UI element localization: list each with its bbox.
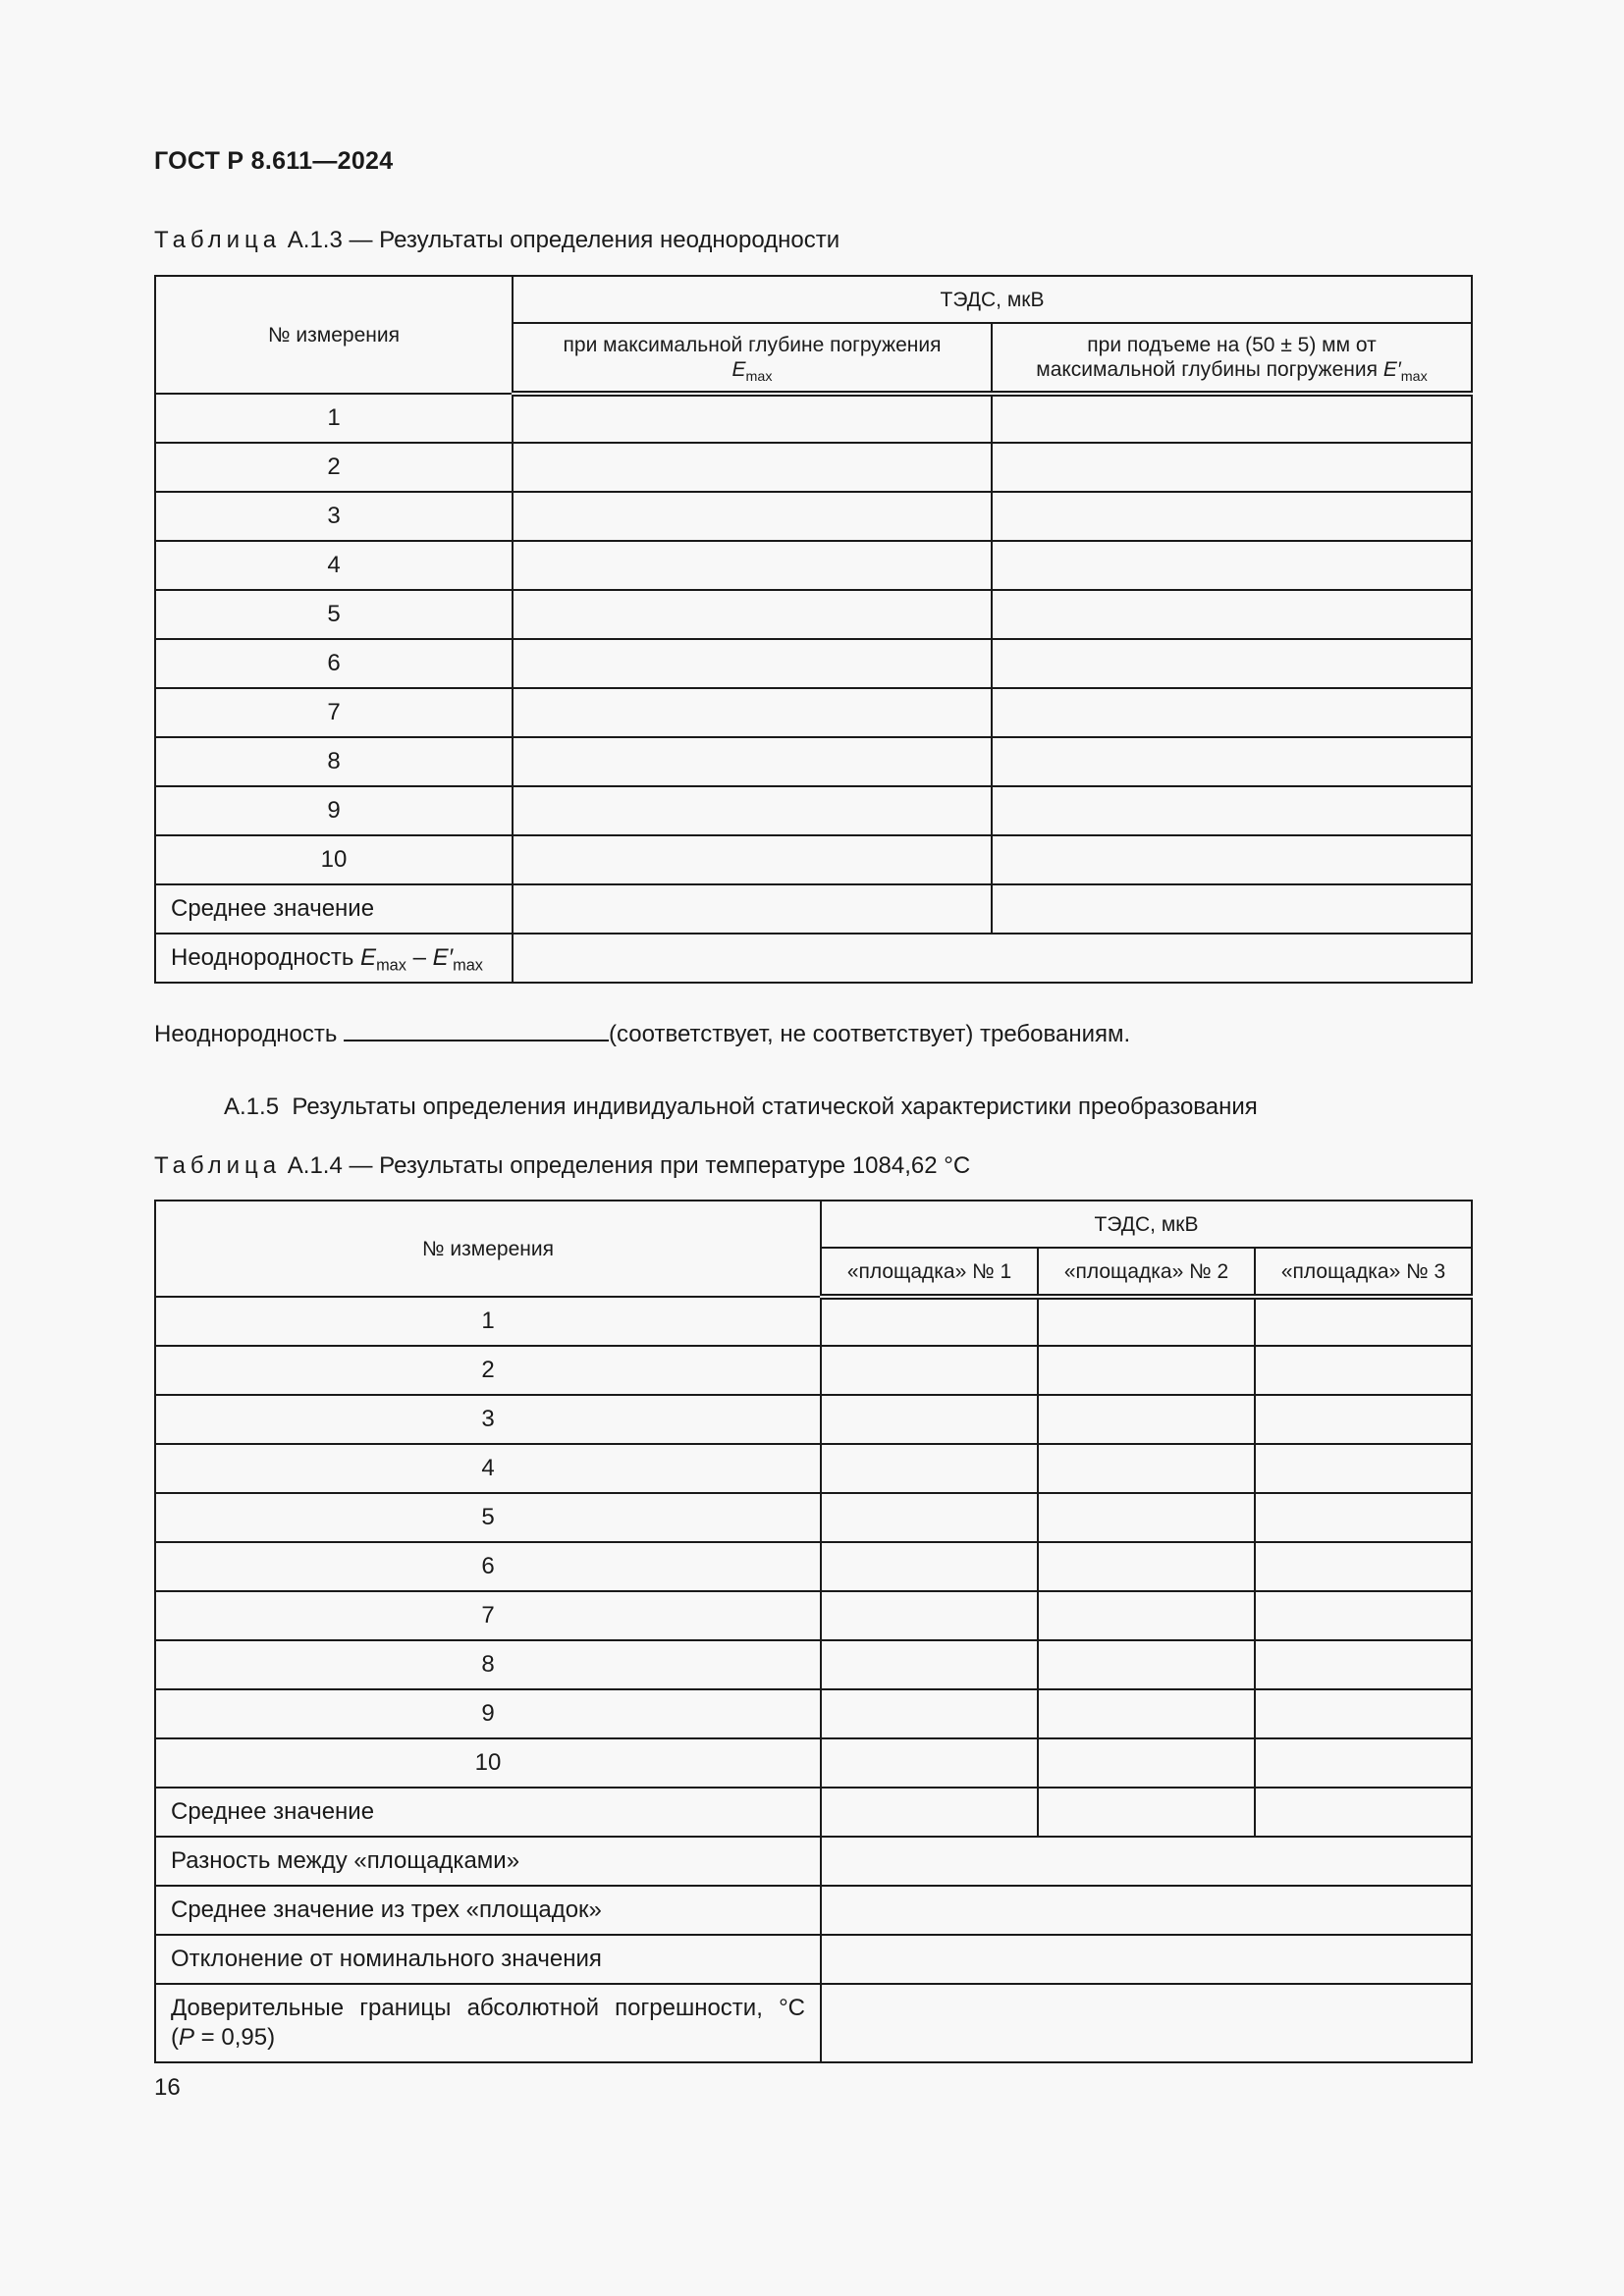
table2-cell-site-1[interactable] xyxy=(821,1542,1038,1591)
table1-cell-emaxprime[interactable] xyxy=(992,492,1472,541)
table-row xyxy=(155,1346,1472,1395)
table1-row-number: 3 xyxy=(155,492,513,541)
table1-cell-emaxprime[interactable] xyxy=(992,394,1472,443)
table2-cell-site-3[interactable] xyxy=(1255,1738,1472,1788)
table2-cell-site-3[interactable] xyxy=(1255,1444,1472,1493)
table1-body xyxy=(155,394,1472,983)
table1-col-emax-sub: max xyxy=(745,368,773,385)
table1-mean-row xyxy=(155,884,1472,934)
table2-three-site-mean-label: Среднее значение из трех «площадок» xyxy=(155,1886,821,1935)
table2-cell-site-3[interactable] xyxy=(1255,1395,1472,1444)
table1-cell-emax[interactable] xyxy=(513,590,992,639)
table1-row-number: 7 xyxy=(155,688,513,737)
table2-body xyxy=(155,1297,1472,2062)
table1-inhom-sub2: max xyxy=(453,956,483,975)
table2-nominal-deviation-value[interactable] xyxy=(821,1935,1472,1984)
table1-cell-emaxprime[interactable] xyxy=(992,835,1472,884)
table1-mean-emaxprime-cell[interactable] xyxy=(992,884,1472,934)
table2-site-difference-label: Разность между «площадками» xyxy=(155,1837,821,1886)
table1-caption-text: А.1.3 — Результаты определения неоднородности xyxy=(287,227,840,253)
table2-row-number: 7 xyxy=(155,1591,821,1640)
table2-cell-site-1[interactable] xyxy=(821,1444,1038,1493)
table2-cell-site-2[interactable] xyxy=(1038,1542,1255,1591)
table2-row-number: 9 xyxy=(155,1689,821,1738)
table2-cell-site-1[interactable] xyxy=(821,1297,1038,1346)
table-row xyxy=(155,737,1472,786)
table2-row-number: 2 xyxy=(155,1346,821,1395)
table2-col-group-header: ТЭДС, мкВ xyxy=(821,1201,1472,1248)
table2-summary-row xyxy=(155,1837,1472,1886)
table-row xyxy=(155,639,1472,688)
table-row xyxy=(155,1493,1472,1542)
table1-row-number: 8 xyxy=(155,737,513,786)
table1-cell-emax[interactable] xyxy=(513,443,992,492)
table2-mean-site-3[interactable] xyxy=(1255,1788,1472,1837)
table2-cell-site-1[interactable] xyxy=(821,1493,1038,1542)
table1-cell-emax[interactable] xyxy=(513,737,992,786)
table1-cell-emaxprime[interactable] xyxy=(992,443,1472,492)
section-number: А.1.5 xyxy=(224,1094,280,1120)
table2-cell-site-3[interactable] xyxy=(1255,1640,1472,1689)
table1-inhom-word: Неоднородность xyxy=(171,944,354,971)
confidence-line-2 xyxy=(171,2023,805,2053)
table1-inhom-sym1: E xyxy=(360,944,377,971)
page-number: 16 xyxy=(154,2074,181,2101)
table2-mean-site-2[interactable] xyxy=(1038,1788,1255,1837)
table2-summary-row xyxy=(155,1935,1472,1984)
table2-mean-label: Среднее значение xyxy=(155,1788,821,1837)
table-row xyxy=(155,394,1472,443)
table2-cell-site-1[interactable] xyxy=(821,1689,1038,1738)
table1-cell-emax[interactable] xyxy=(513,541,992,590)
table2-caption xyxy=(154,1152,970,1180)
table-row xyxy=(155,835,1472,884)
table2-row-number: 5 xyxy=(155,1493,821,1542)
table2-cell-site-2[interactable] xyxy=(1038,1591,1255,1640)
table2-row-number: 4 xyxy=(155,1444,821,1493)
table1-cell-emax[interactable] xyxy=(513,492,992,541)
table2-cell-site-3[interactable] xyxy=(1255,1297,1472,1346)
conf-word: °С xyxy=(779,1995,805,2021)
table1-cell-emaxprime[interactable] xyxy=(992,737,1472,786)
table1-cell-emax[interactable] xyxy=(513,835,992,884)
table-row xyxy=(155,541,1472,590)
table2-summary-row xyxy=(155,1886,1472,1935)
table-row xyxy=(155,1689,1472,1738)
table2-col-site-3: «площадка» № 3 xyxy=(1255,1248,1472,1297)
table2-caption-text: А.1.4 — Результаты определения при температуре 1084,62 °С xyxy=(287,1152,971,1179)
table-inhomogeneity xyxy=(154,275,1473,984)
table-sites xyxy=(154,1200,1473,2063)
table2-nominal-deviation-label: Отклонение от номинального значения xyxy=(155,1935,821,1984)
table1-cell-emaxprime[interactable] xyxy=(992,590,1472,639)
table2-col-site-1: «площадка» № 1 xyxy=(821,1248,1038,1297)
table1-inhomogeneity-value-cell[interactable] xyxy=(513,934,1472,983)
conf-word: Доверительные xyxy=(171,1995,345,2021)
table2-cell-site-2[interactable] xyxy=(1038,1395,1255,1444)
table1-row-number: 10 xyxy=(155,835,513,884)
conf-symbol: P xyxy=(179,2024,195,2051)
conf-word: погрешности, xyxy=(615,1995,763,2021)
table1-col-emax-text: при максимальной глубине погружения xyxy=(563,334,942,356)
confidence-line-1 xyxy=(171,1994,805,2023)
table1-row-number: 6 xyxy=(155,639,513,688)
table-row xyxy=(155,1640,1472,1689)
conf-value: = 0,95) xyxy=(194,2024,276,2051)
table2-three-site-mean-value[interactable] xyxy=(821,1886,1472,1935)
table-row xyxy=(155,1542,1472,1591)
table-row xyxy=(155,786,1472,835)
table1-col-emaxprime-text2: максимальной глубины погружения xyxy=(1036,358,1378,381)
table1-inhom-minus: – xyxy=(412,944,426,971)
table1-col-emax-header xyxy=(513,323,992,394)
table2-mean-site-1[interactable] xyxy=(821,1788,1038,1837)
table-row xyxy=(155,443,1472,492)
table-row xyxy=(155,492,1472,541)
table2-cell-site-2[interactable] xyxy=(1038,1493,1255,1542)
table1-col-emaxprime-text1: при подъеме на (50 ± 5) мм от xyxy=(1087,334,1377,356)
table1-col-group-header: ТЭДС, мкВ xyxy=(513,276,1472,323)
section-title: Результаты определения индивидуальной статической характеристики преобразования xyxy=(292,1094,1258,1120)
table1-caption xyxy=(154,227,839,254)
table2-row-number: 1 xyxy=(155,1297,821,1346)
table2-cell-site-1[interactable] xyxy=(821,1395,1038,1444)
table-row xyxy=(155,1591,1472,1640)
table1-col-emaxprime-sub: max xyxy=(1400,368,1428,385)
table1-cell-emax[interactable] xyxy=(513,688,992,737)
table2-row-number: 10 xyxy=(155,1738,821,1788)
table1-cell-emaxprime[interactable] xyxy=(992,688,1472,737)
table2-row-number: 6 xyxy=(155,1542,821,1591)
table2-cell-site-2[interactable] xyxy=(1038,1640,1255,1689)
table2-confidence-value[interactable] xyxy=(821,1984,1472,2062)
table1-row-number: 4 xyxy=(155,541,513,590)
table2-cell-site-3[interactable] xyxy=(1255,1542,1472,1591)
conf-word: границы xyxy=(359,1995,452,2021)
inhom-sentence-suffix: (соответствует, не соответствует) требованиям. xyxy=(609,1021,1131,1047)
table-row xyxy=(155,590,1472,639)
table-row xyxy=(155,1444,1472,1493)
inhom-sentence-prefix: Неоднородность xyxy=(154,1021,338,1047)
table1-cell-emax[interactable] xyxy=(513,394,992,443)
table2-col-measure-header: № измерения xyxy=(155,1201,821,1297)
table1-cell-emaxprime[interactable] xyxy=(992,786,1472,835)
table1-mean-emax-cell[interactable] xyxy=(513,884,992,934)
table1-inhom-sym2: E′ xyxy=(432,944,454,971)
table2-cell-site-2[interactable] xyxy=(1038,1346,1255,1395)
table2-caption-label: Таблица xyxy=(154,1152,282,1179)
table2-row-number: 8 xyxy=(155,1640,821,1689)
table-row xyxy=(155,1297,1472,1346)
table2-cell-site-1[interactable] xyxy=(821,1591,1038,1640)
table1-cell-emaxprime[interactable] xyxy=(992,639,1472,688)
table2-mean-row xyxy=(155,1788,1472,1837)
table2-cell-site-2[interactable] xyxy=(1038,1444,1255,1493)
table2-cell-site-1[interactable] xyxy=(821,1640,1038,1689)
table1-row-number: 2 xyxy=(155,443,513,492)
table1-row-number: 1 xyxy=(155,394,513,443)
table1-row-number: 9 xyxy=(155,786,513,835)
table2-col-site-2: «площадка» № 2 xyxy=(1038,1248,1255,1297)
table2-site-difference-value[interactable] xyxy=(821,1837,1472,1886)
table2-cell-site-2[interactable] xyxy=(1038,1738,1255,1788)
table2-cell-site-3[interactable] xyxy=(1255,1689,1472,1738)
table1-row-number: 5 xyxy=(155,590,513,639)
conf-word: абсолютной xyxy=(466,1995,599,2021)
table1-col-emaxprime-symbol: E′ xyxy=(1382,358,1401,381)
table1-inhomogeneity-label xyxy=(155,934,513,983)
table1-inhomogeneity-row xyxy=(155,934,1472,983)
table1-caption-label: Таблица xyxy=(154,227,282,253)
table2-cell-site-2[interactable] xyxy=(1038,1297,1255,1346)
table1-mean-label: Среднее значение xyxy=(155,884,513,934)
table1-cell-emaxprime[interactable] xyxy=(992,541,1472,590)
table2-cell-site-3[interactable] xyxy=(1255,1493,1472,1542)
table2-cell-site-3[interactable] xyxy=(1255,1591,1472,1640)
table1-col-measure-header: № измерения xyxy=(155,276,513,394)
table1-cell-emax[interactable] xyxy=(513,786,992,835)
table1-inhom-sub1: max xyxy=(376,956,406,975)
table-row xyxy=(155,1738,1472,1788)
inhomogeneity-sentence xyxy=(154,1020,1130,1048)
table2-confidence-label xyxy=(155,1984,821,2062)
section-heading xyxy=(224,1094,1258,1121)
inhom-blank-field[interactable] xyxy=(344,1020,609,1041)
table2-cell-site-1[interactable] xyxy=(821,1346,1038,1395)
table2-cell-site-3[interactable] xyxy=(1255,1346,1472,1395)
table-row xyxy=(155,1395,1472,1444)
table2-cell-site-2[interactable] xyxy=(1038,1689,1255,1738)
table1-cell-emax[interactable] xyxy=(513,639,992,688)
table2-cell-site-1[interactable] xyxy=(821,1738,1038,1788)
document-code: ГОСТ Р 8.611—2024 xyxy=(154,147,394,175)
table-row xyxy=(155,688,1472,737)
table2-row-number: 3 xyxy=(155,1395,821,1444)
table2-confidence-row xyxy=(155,1984,1472,2062)
conf-open: ( xyxy=(171,2024,179,2051)
table1-col-emaxprime-header xyxy=(992,323,1472,394)
table1-col-emax-symbol: E xyxy=(731,358,746,381)
